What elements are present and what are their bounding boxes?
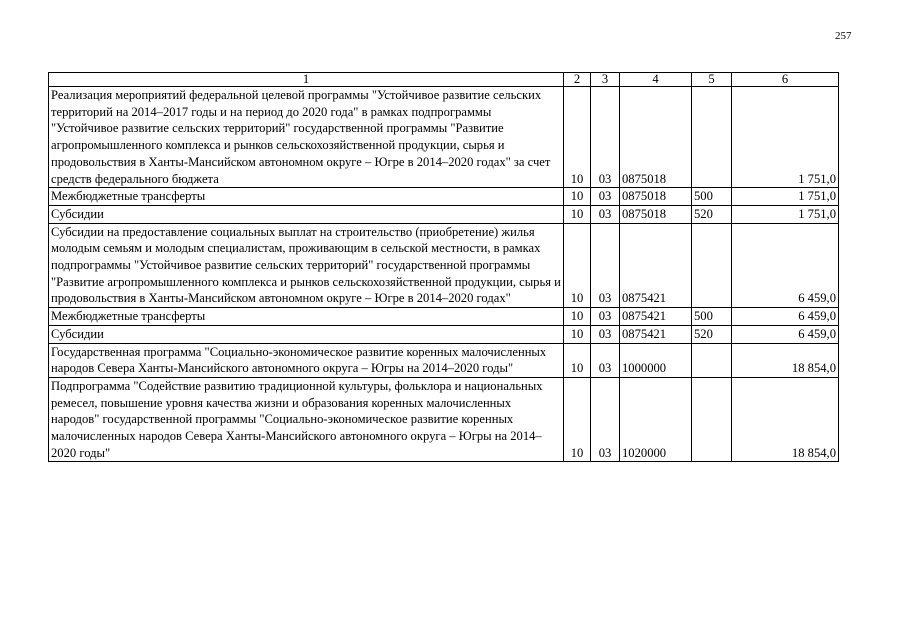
row-target-article: 0875018 <box>620 188 692 206</box>
table-row <box>49 308 839 326</box>
row-expense-type <box>692 377 732 462</box>
row-section: 10 <box>564 223 591 308</box>
table-row <box>49 325 839 343</box>
column-header: 4 <box>620 73 692 87</box>
row-amount: 18 854,0 <box>732 377 839 462</box>
table-header-row <box>49 73 839 87</box>
table-row <box>49 205 839 223</box>
row-subsection: 03 <box>591 188 620 206</box>
row-section: 10 <box>564 87 591 188</box>
row-amount: 6 459,0 <box>732 308 839 326</box>
row-target-article: 0875018 <box>620 205 692 223</box>
row-subsection: 03 <box>591 223 620 308</box>
row-amount: 18 854,0 <box>732 343 839 377</box>
column-header: 6 <box>732 73 839 87</box>
row-expense-type: 500 <box>692 308 732 326</box>
row-expense-type <box>692 343 732 377</box>
row-target-article: 0875018 <box>620 87 692 188</box>
row-name: Реализация мероприятий федеральной целевой программы "Устойчивое развитие сельских территорий на 2014–2017 годы и на период до 2020 года" в рамках подпрограммы "Устойчивое развитие сельских территорий" государственной программы "Развитие агропромышленного комплекса и рынков сельскохозяйственной продукции, сырья и продовольствия в Ханты-Мансийском автономном округе – Югре в 2014–2020 годах" за счет средств федерального бюджета <box>49 87 564 188</box>
row-expense-type <box>692 223 732 308</box>
row-subsection: 03 <box>591 308 620 326</box>
column-header: 5 <box>692 73 732 87</box>
table-row <box>49 223 839 308</box>
row-section: 10 <box>564 188 591 206</box>
row-target-article: 1020000 <box>620 377 692 462</box>
row-section: 10 <box>564 343 591 377</box>
row-name: Субсидии <box>49 325 564 343</box>
row-amount: 6 459,0 <box>732 325 839 343</box>
row-subsection: 03 <box>591 343 620 377</box>
row-expense-type: 520 <box>692 205 732 223</box>
row-expense-type: 520 <box>692 325 732 343</box>
table-row <box>49 343 839 377</box>
row-name: Межбюджетные трансферты <box>49 188 564 206</box>
row-subsection: 03 <box>591 87 620 188</box>
row-name: Субсидии на предоставление социальных выплат на строительство (приобретение) жилья молодым семьям и молодым специалистам, проживающим в сельской местности, в рамках подпрограммы "Устойчивое развитие сельских территорий" государственной программы "Развитие агропромышленного комплекса и рынков сельскохозяйственной продукции, сырья и продовольствия в Ханты-Мансийском автономном округе – Югре в 2014–2020 годах" <box>49 223 564 308</box>
row-target-article: 0875421 <box>620 325 692 343</box>
row-subsection: 03 <box>591 205 620 223</box>
row-target-article: 1000000 <box>620 343 692 377</box>
table-row <box>49 87 839 188</box>
table-row <box>49 377 839 462</box>
row-target-article: 0875421 <box>620 223 692 308</box>
row-amount: 6 459,0 <box>732 223 839 308</box>
row-section: 10 <box>564 205 591 223</box>
row-expense-type <box>692 87 732 188</box>
row-expense-type: 500 <box>692 188 732 206</box>
row-section: 10 <box>564 308 591 326</box>
budget-table <box>48 72 839 462</box>
row-name: Межбюджетные трансферты <box>49 308 564 326</box>
table-row <box>49 188 839 206</box>
column-header: 3 <box>591 73 620 87</box>
row-name: Подпрограмма "Содействие развитию традиционной культуры, фольклора и национальных ремесел, повышение уровня качества жизни и образования коренных малочисленных народов" государственной программы "Социально-экономическое развитие коренных малочисленных народов Севера Ханты-Мансийского автономного округа – Югры на 2014–2020 годы" <box>49 377 564 462</box>
row-name: Субсидии <box>49 205 564 223</box>
row-subsection: 03 <box>591 377 620 462</box>
row-amount: 1 751,0 <box>732 87 839 188</box>
column-header: 2 <box>564 73 591 87</box>
page-number: 257 <box>835 30 852 42</box>
row-name: Государственная программа "Социально-экономическое развитие коренных малочисленных народов Севера Ханты-Мансийского автономного округа – Югры на 2014–2020 годы" <box>49 343 564 377</box>
row-amount: 1 751,0 <box>732 188 839 206</box>
row-target-article: 0875421 <box>620 308 692 326</box>
row-section: 10 <box>564 377 591 462</box>
row-subsection: 03 <box>591 325 620 343</box>
row-section: 10 <box>564 325 591 343</box>
row-amount: 1 751,0 <box>732 205 839 223</box>
column-header: 1 <box>49 73 564 87</box>
